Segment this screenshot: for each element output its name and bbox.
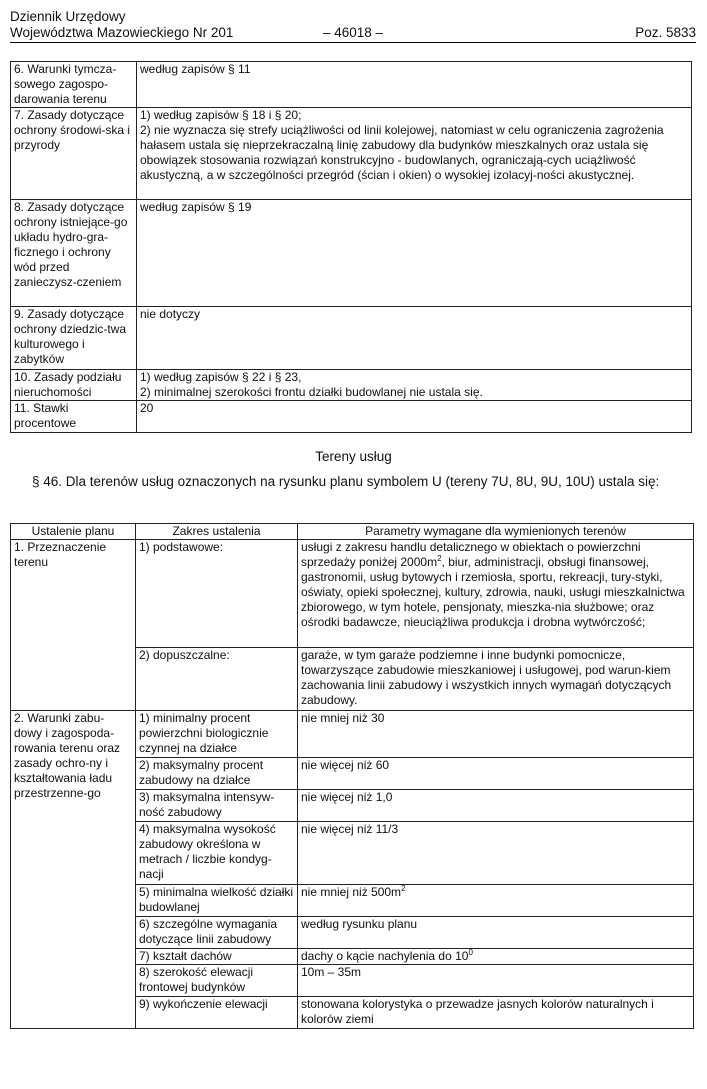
parameter-text: nie więcej niż 1,0 bbox=[301, 790, 393, 804]
section-title: Tereny usług bbox=[315, 449, 392, 464]
superscript: 2 bbox=[437, 554, 442, 563]
table-row bbox=[11, 370, 692, 401]
column-header: Ustalenie planu bbox=[11, 524, 136, 540]
parameter-value bbox=[298, 885, 694, 917]
services-provisions-table bbox=[10, 523, 694, 1029]
parameter-value bbox=[298, 758, 694, 790]
table-row bbox=[11, 711, 694, 758]
parameter-text: według rysunku planu bbox=[301, 917, 418, 931]
row-value: według zapisów § 19 bbox=[137, 200, 692, 307]
superscript: 0 bbox=[468, 948, 473, 957]
parameter-text: stonowana kolorystyka o przewadze jasnych kolorów naturalnych i kolorów ziemi bbox=[301, 997, 654, 1026]
parameter-text: dachy o kącie nachylenia do 10 bbox=[301, 949, 469, 963]
row-value: 20 bbox=[137, 401, 692, 433]
table-row bbox=[11, 200, 692, 307]
parameter-value bbox=[298, 965, 694, 997]
journal-title: Dziennik Urzędowy bbox=[10, 9, 126, 24]
row-label: 6. Warunki tymcza-sowego zagospo-darowania terenu bbox=[11, 62, 137, 108]
journal-subtitle: Województwa Mazowieckiego Nr 201 bbox=[10, 25, 234, 40]
parameter-value bbox=[298, 648, 694, 711]
parameter-text: 10m – 35m bbox=[301, 965, 362, 979]
superscript: 2 bbox=[401, 884, 406, 893]
scope-cell: 6) szczególne wymagania dotyczące linii zabudowy bbox=[136, 917, 298, 949]
table-row bbox=[11, 62, 692, 108]
parameter-value bbox=[298, 822, 694, 885]
table-row bbox=[11, 307, 692, 370]
scope-cell: 2) maksymalny procent zabudowy na działce bbox=[136, 758, 298, 790]
row-label: 8. Zasady dotyczące ochrony istniejące-go układu hydro-gra-ficznego i ochrony wód przed zanieczysz-czeniem bbox=[11, 200, 137, 307]
table-row bbox=[11, 108, 692, 200]
table-row bbox=[11, 401, 692, 433]
parameter-text: , biur, administracji, obsługi finansowej, gastronomii, usług bytowych i rzemiosła, sportu, rekreacji, tury-styki, oświaty, opieki społecznej, kultury, zdrowia, nauki, usługi mieszkalnictwa zbiorowego, w tym hotele, pensjonaty, mieszka-nia służbowe; oraz ośrodki badawcze, nieuciążliwa produkcja i drobna wytwórczość; bbox=[301, 555, 685, 629]
parameter-text: garaże, w tym garaże podziemne i inne budynki pomocnicze, towarzyszące zabudowie mieszkaniowej i usługowej, pod warun-kiem zachowania linii zabudowy i wszystkich innych wymagań dotyczących zabudowy. bbox=[301, 648, 672, 707]
row-value: 1) według zapisów § 22 i § 23, 2) minimalnej szerokości frontu działki budowlanej nie ustala się. bbox=[137, 370, 692, 401]
parameter-value bbox=[298, 790, 694, 822]
scope-cell: 7) kształt dachów bbox=[136, 949, 298, 965]
provisions-table-continued bbox=[10, 61, 692, 433]
provision-label: 1. Przeznaczenie terenu bbox=[11, 540, 136, 711]
scope-cell: 1) podstawowe: bbox=[136, 540, 298, 648]
provision-label: 2. Warunki zabu-dowy i zagospoda-rowania terenu oraz zasady ochro-ny i kształtowania ładu przestrzenne-go bbox=[11, 711, 136, 1029]
row-value: według zapisów § 11 bbox=[137, 62, 692, 108]
parameter-text: nie więcej niż 11/3 bbox=[301, 822, 399, 836]
row-label: 11. Stawki procentowe bbox=[11, 401, 137, 433]
parameter-value bbox=[298, 917, 694, 949]
parameter-text: nie mniej niż 500m bbox=[301, 885, 402, 899]
page-number: – 46018 – bbox=[323, 25, 384, 40]
row-label: 10. Zasady podziału nieruchomości bbox=[11, 370, 137, 401]
scope-cell: 4) maksymalna wysokość zabudowy określona w metrach / liczbie kondyg-nacji bbox=[136, 822, 298, 885]
page-header bbox=[10, 9, 696, 43]
header-line bbox=[10, 25, 696, 43]
parameter-value bbox=[298, 949, 694, 965]
row-value: 1) według zapisów § 18 i § 20; 2) nie wyznacza się strefy uciążliwości od linii kolejowej, natomiast w celu ograniczenia zagrożenia hałasem ustala się nieprzekraczalną linię zabudowy dla budynków mieszkalnych oraz ustala się obowiązek stosowania rozwiązań konstrukcyjno - budowlanych, ograniczają-cych uciążliwość akustyczną, a w szczególności przegród (ścian i okien) o wysokiej izolacyj-ności akustycznej. bbox=[137, 108, 692, 200]
parameter-text: nie więcej niż 60 bbox=[301, 758, 390, 772]
parameter-text: usługi z zakresu handlu detalicznego w obiektach o powierzchni sprzedaży poniżej 2000m bbox=[301, 540, 641, 569]
scope-cell: 3) maksymalna intensyw-ność zabudowy bbox=[136, 790, 298, 822]
column-header: Parametry wymagane dla wymienionych terenów bbox=[298, 524, 694, 540]
paragraph-46: § 46. Dla terenów usług oznaczonych na rysunku planu symbolem U (tereny 7U, 8U, 9U, 10U) ustala się: bbox=[32, 474, 660, 489]
row-label: 7. Zasady dotyczące ochrony środowi-ska i przyrody bbox=[11, 108, 137, 200]
parameter-value bbox=[298, 540, 694, 648]
table-header-row bbox=[11, 524, 694, 540]
parameter-text: nie mniej niż 30 bbox=[301, 711, 385, 725]
position-number: Poz. 5833 bbox=[635, 25, 696, 40]
row-value: nie dotyczy bbox=[137, 307, 692, 370]
scope-cell: 1) minimalny procent powierzchni biologicznie czynnej na działce bbox=[136, 711, 298, 758]
row-label: 9. Zasady dotyczące ochrony dziedzic-twa kulturowego i zabytków bbox=[11, 307, 137, 370]
column-header: Zakres ustalenia bbox=[136, 524, 298, 540]
scope-cell: 5) minimalna wielkość działki budowlanej bbox=[136, 885, 298, 917]
parameter-value bbox=[298, 711, 694, 758]
table-row bbox=[11, 540, 694, 648]
scope-cell: 9) wykończenie elewacji bbox=[136, 997, 298, 1029]
scope-cell: 8) szerokość elewacji frontowej budynków bbox=[136, 965, 298, 997]
parameter-value bbox=[298, 997, 694, 1029]
scope-cell: 2) dopuszczalne: bbox=[136, 648, 298, 711]
